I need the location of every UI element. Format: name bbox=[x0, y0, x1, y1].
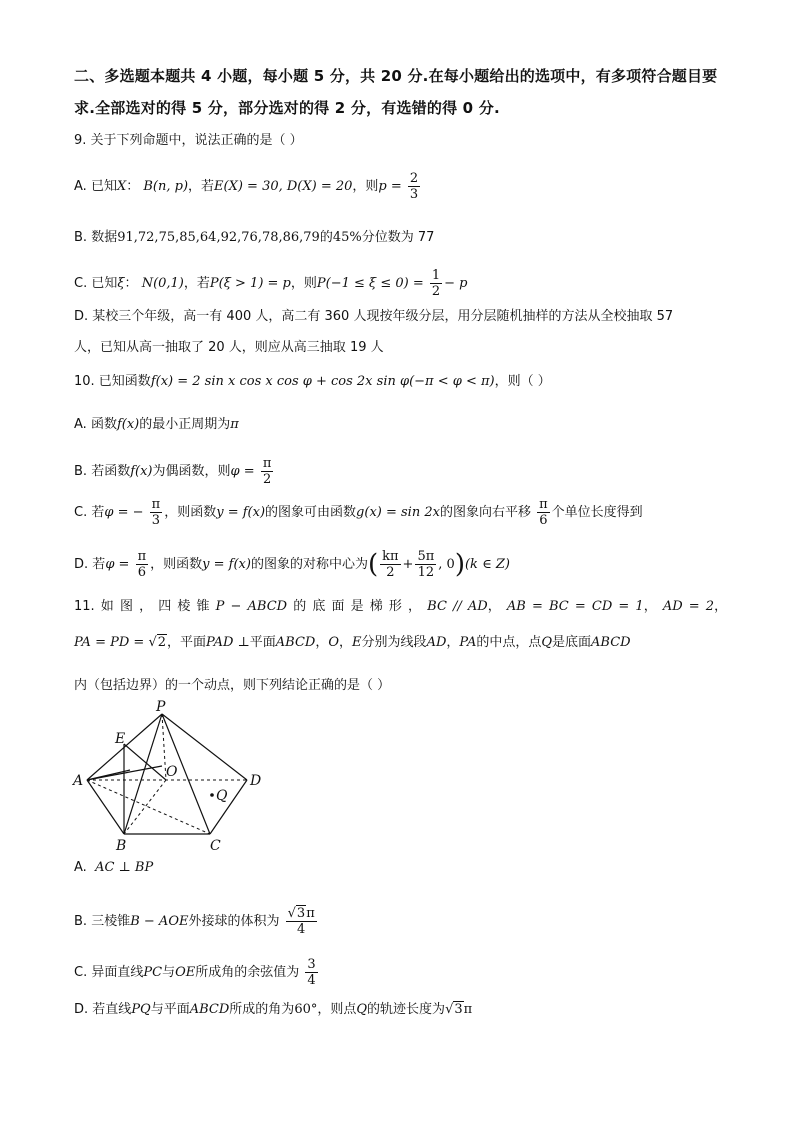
text: 已知 bbox=[91, 276, 118, 291]
label-b: B bbox=[116, 838, 127, 854]
right-paren: ) bbox=[454, 549, 465, 580]
denominator: 2 bbox=[386, 565, 395, 580]
option-label: B. bbox=[74, 464, 88, 479]
math: y = f(x) bbox=[202, 557, 251, 572]
text: 若函数 bbox=[91, 464, 131, 479]
math: E(X) = 30, D(X) = 20 bbox=[214, 179, 353, 194]
math: g(x) = sin 2x bbox=[356, 505, 440, 520]
math: (k ∈ Z) bbox=[464, 557, 510, 572]
label-c: C bbox=[210, 838, 221, 854]
fraction bbox=[305, 957, 317, 988]
text: ， bbox=[315, 635, 329, 650]
label-p: P bbox=[156, 700, 166, 715]
math: φ = bbox=[230, 464, 255, 479]
numerator: kπ bbox=[382, 549, 399, 564]
text: 所成角的余弦值为 bbox=[195, 965, 300, 980]
math: f(x) = 2 sin x cos x cos φ + cos 2x sin φ(−π < φ < π) bbox=[150, 374, 495, 389]
hidden-edge-ob bbox=[124, 780, 166, 834]
text: ， bbox=[714, 599, 728, 614]
fraction bbox=[380, 549, 400, 580]
math: N(0,1) bbox=[141, 276, 184, 291]
q10-option-a bbox=[74, 415, 239, 435]
pyramid-figure bbox=[70, 700, 270, 856]
text: 分别为线段 bbox=[361, 635, 427, 650]
numerator bbox=[286, 906, 317, 922]
q9-stem: 9. 关于下列命题中，说法正确的是（ ） bbox=[74, 133, 303, 148]
section-heading-line-1: 二、多选题本题共 4 小题，每小题 5 分，共 20 分.在每小题给出的选项中，有多项符合题目要 bbox=[74, 67, 718, 85]
text: 三棱锥 bbox=[91, 914, 131, 929]
text: 数据 bbox=[91, 230, 118, 245]
text: 若直线 bbox=[92, 1002, 132, 1017]
plus-sign: + bbox=[402, 557, 414, 572]
denominator: 4 bbox=[307, 973, 316, 988]
q11-stem-line-2 bbox=[74, 633, 631, 653]
numerator: 3 bbox=[307, 957, 316, 972]
text: 若 bbox=[91, 505, 105, 520]
numerator: π bbox=[539, 497, 548, 512]
denominator: 2 bbox=[262, 472, 272, 487]
label-e: E bbox=[115, 731, 126, 747]
denominator: 12 bbox=[417, 565, 435, 580]
text: ，平面 bbox=[167, 635, 207, 650]
edge-pb bbox=[124, 714, 162, 834]
q9-option-d-line-2: 人，已知从高一抽取了 20 人，则应从高三抽取 19 人 bbox=[74, 340, 384, 355]
text: 分位数为 77 bbox=[361, 230, 435, 245]
pi: π bbox=[463, 1002, 473, 1017]
text: 已知 bbox=[90, 179, 117, 194]
text: 所成的角为 bbox=[229, 1002, 295, 1017]
text: 的中点，点 bbox=[476, 635, 542, 650]
numerator: π bbox=[137, 549, 147, 564]
math: , 0 bbox=[438, 557, 455, 572]
radicand: 3 bbox=[454, 1002, 463, 1017]
point-q-dot bbox=[210, 793, 214, 797]
fraction bbox=[408, 171, 420, 202]
text: ，若 bbox=[188, 179, 215, 194]
text: ，则 bbox=[352, 179, 379, 194]
numerator: 2 bbox=[409, 171, 419, 186]
numerator: π bbox=[151, 497, 161, 512]
q11-option-a bbox=[74, 858, 153, 878]
text: 的 底 面 是 梯 形 ， bbox=[293, 599, 422, 614]
q9-option-a bbox=[74, 171, 422, 202]
math: O bbox=[328, 635, 340, 650]
math: ABCD bbox=[275, 635, 316, 650]
math: P(ξ > 1) = p bbox=[209, 276, 291, 291]
q11-stem-line-3: 内（包括边界）的一个动点，则下列结论正确的是（ ） bbox=[74, 678, 391, 693]
option-label: D. bbox=[74, 1002, 89, 1017]
math: PA = PD = bbox=[74, 635, 145, 650]
math: 91,72,75,85,64,92,76,78,86,79 bbox=[117, 230, 320, 245]
text: ，则函数 bbox=[164, 505, 217, 520]
text: 11. 如 图 ， 四 棱 锥 bbox=[74, 599, 210, 614]
q10-option-b bbox=[74, 456, 275, 487]
math: ABCD bbox=[189, 1002, 230, 1017]
q11-option-b bbox=[74, 906, 319, 937]
math: 60° bbox=[294, 1002, 318, 1017]
denominator: 6 bbox=[137, 565, 146, 580]
radicand: 2 bbox=[157, 635, 167, 650]
math: B − AOE bbox=[130, 914, 189, 929]
text: ， bbox=[487, 599, 501, 614]
math: P − ABCD bbox=[215, 599, 288, 614]
text: ， bbox=[339, 635, 353, 650]
option-label: A. bbox=[74, 179, 87, 194]
option-label: C. bbox=[74, 276, 88, 291]
math: ξ bbox=[117, 276, 125, 291]
option-label: D. bbox=[74, 309, 89, 324]
option-label: D. bbox=[74, 557, 89, 572]
denominator: 6 bbox=[539, 513, 548, 528]
denominator: 4 bbox=[297, 922, 306, 937]
text: 10. 已知函数 bbox=[74, 374, 151, 389]
math: B(n, p) bbox=[143, 179, 189, 194]
text: ，若 bbox=[183, 276, 210, 291]
fraction bbox=[430, 268, 442, 299]
text: 的轨迹长度为 bbox=[367, 1002, 446, 1017]
text: 异面直线 bbox=[91, 965, 144, 980]
math: p = bbox=[378, 179, 402, 194]
pi: π bbox=[306, 906, 315, 921]
text: 的 bbox=[319, 230, 333, 245]
math: OE bbox=[175, 965, 196, 980]
text: 的图象可由函数 bbox=[265, 505, 357, 520]
math: 45% bbox=[332, 230, 362, 245]
math: Q bbox=[356, 1002, 368, 1017]
math: f(x) bbox=[116, 417, 140, 432]
radicand: 3 bbox=[296, 906, 306, 921]
text: 与 bbox=[162, 965, 176, 980]
text: 为偶函数，则 bbox=[152, 464, 231, 479]
sqrt: √2 bbox=[148, 635, 167, 650]
math: ABCD bbox=[591, 635, 631, 650]
q11-option-c bbox=[74, 957, 320, 988]
option-label: A. bbox=[74, 417, 87, 432]
section-heading-line-2: 求.全部选对的得 5 分，部分选对的得 2 分，有选错的得 0 分. bbox=[74, 99, 500, 117]
text: 平面 bbox=[249, 635, 276, 650]
math: φ = bbox=[105, 557, 130, 572]
text: 外接球的体积为 bbox=[188, 914, 280, 929]
math: − p bbox=[444, 276, 468, 291]
text: ，则 bbox=[290, 276, 317, 291]
label-o: O bbox=[166, 764, 178, 780]
math: P(−1 ≤ ξ ≤ 0) = bbox=[316, 276, 424, 291]
math: Q bbox=[541, 635, 553, 650]
q11-stem-line-1 bbox=[74, 597, 727, 617]
q9-option-d-line-1 bbox=[74, 307, 673, 327]
text: 的最小正周期为 bbox=[139, 417, 231, 432]
text: ： bbox=[124, 276, 142, 291]
option-label: C. bbox=[74, 505, 88, 520]
math: BC // AD bbox=[427, 599, 488, 614]
math: X bbox=[116, 179, 127, 194]
numerator: 5π bbox=[417, 549, 435, 564]
text: ： bbox=[126, 179, 144, 194]
fraction bbox=[286, 906, 317, 937]
option-label: B. bbox=[74, 914, 88, 929]
numerator: 1 bbox=[431, 268, 441, 283]
sqrt: √3 bbox=[445, 1002, 463, 1017]
label-q: Q bbox=[216, 788, 228, 804]
q10-stem bbox=[74, 372, 551, 392]
text: 是底面 bbox=[552, 635, 592, 650]
fraction bbox=[415, 549, 436, 580]
math: y = f(x) bbox=[216, 505, 266, 520]
fraction bbox=[261, 456, 274, 487]
q9-option-b bbox=[74, 228, 434, 248]
sqrt: √3 bbox=[287, 906, 306, 921]
math: PQ bbox=[131, 1002, 151, 1017]
q10-option-c bbox=[74, 497, 643, 528]
label-a: A bbox=[73, 773, 84, 789]
fraction bbox=[537, 497, 550, 528]
math: f(x) bbox=[130, 464, 153, 479]
q11-option-d bbox=[74, 1000, 472, 1020]
text: 函数 bbox=[90, 417, 117, 432]
text: 若 bbox=[92, 557, 106, 572]
text: ， bbox=[446, 635, 460, 650]
text: 的图象的对称中心为 bbox=[250, 557, 368, 572]
option-label: C. bbox=[74, 965, 88, 980]
label-d: D bbox=[250, 773, 262, 789]
text: ， bbox=[643, 599, 657, 614]
fraction bbox=[136, 549, 149, 580]
q10-option-d bbox=[74, 549, 510, 580]
math: AC ⊥ BP bbox=[95, 860, 154, 875]
text: ，则（ ） bbox=[494, 374, 551, 389]
math: π bbox=[230, 417, 239, 432]
math: AB = BC = CD = 1 bbox=[506, 599, 644, 614]
left-paren: ( bbox=[367, 549, 379, 580]
denominator: 3 bbox=[151, 513, 161, 528]
text: 个单位长度得到 bbox=[551, 505, 643, 520]
option-label: A. bbox=[74, 860, 87, 875]
q9-option-c bbox=[74, 268, 468, 299]
math: φ = − bbox=[104, 505, 144, 520]
option-label: B. bbox=[74, 230, 88, 245]
math: E bbox=[352, 635, 362, 650]
text: ，则函数 bbox=[150, 557, 203, 572]
fraction bbox=[150, 497, 163, 528]
denominator: 3 bbox=[409, 187, 419, 202]
text: 某校三个年级，高一有 400 人，高二有 360 人现按年级分层，用分层随机抽样的方法从全校抽取 57 bbox=[92, 309, 674, 324]
math: AD = 2 bbox=[662, 599, 715, 614]
segment-eo bbox=[124, 744, 166, 780]
text: 的图象向右平移 bbox=[439, 505, 531, 520]
math: PC bbox=[143, 965, 163, 980]
text: ，则点 bbox=[317, 1002, 357, 1017]
text: 与平面 bbox=[150, 1002, 190, 1017]
math: PA bbox=[459, 635, 477, 650]
numerator: π bbox=[262, 456, 272, 471]
math: AD bbox=[426, 635, 447, 650]
math: PAD ⊥ bbox=[206, 635, 250, 650]
denominator: 2 bbox=[431, 284, 441, 299]
